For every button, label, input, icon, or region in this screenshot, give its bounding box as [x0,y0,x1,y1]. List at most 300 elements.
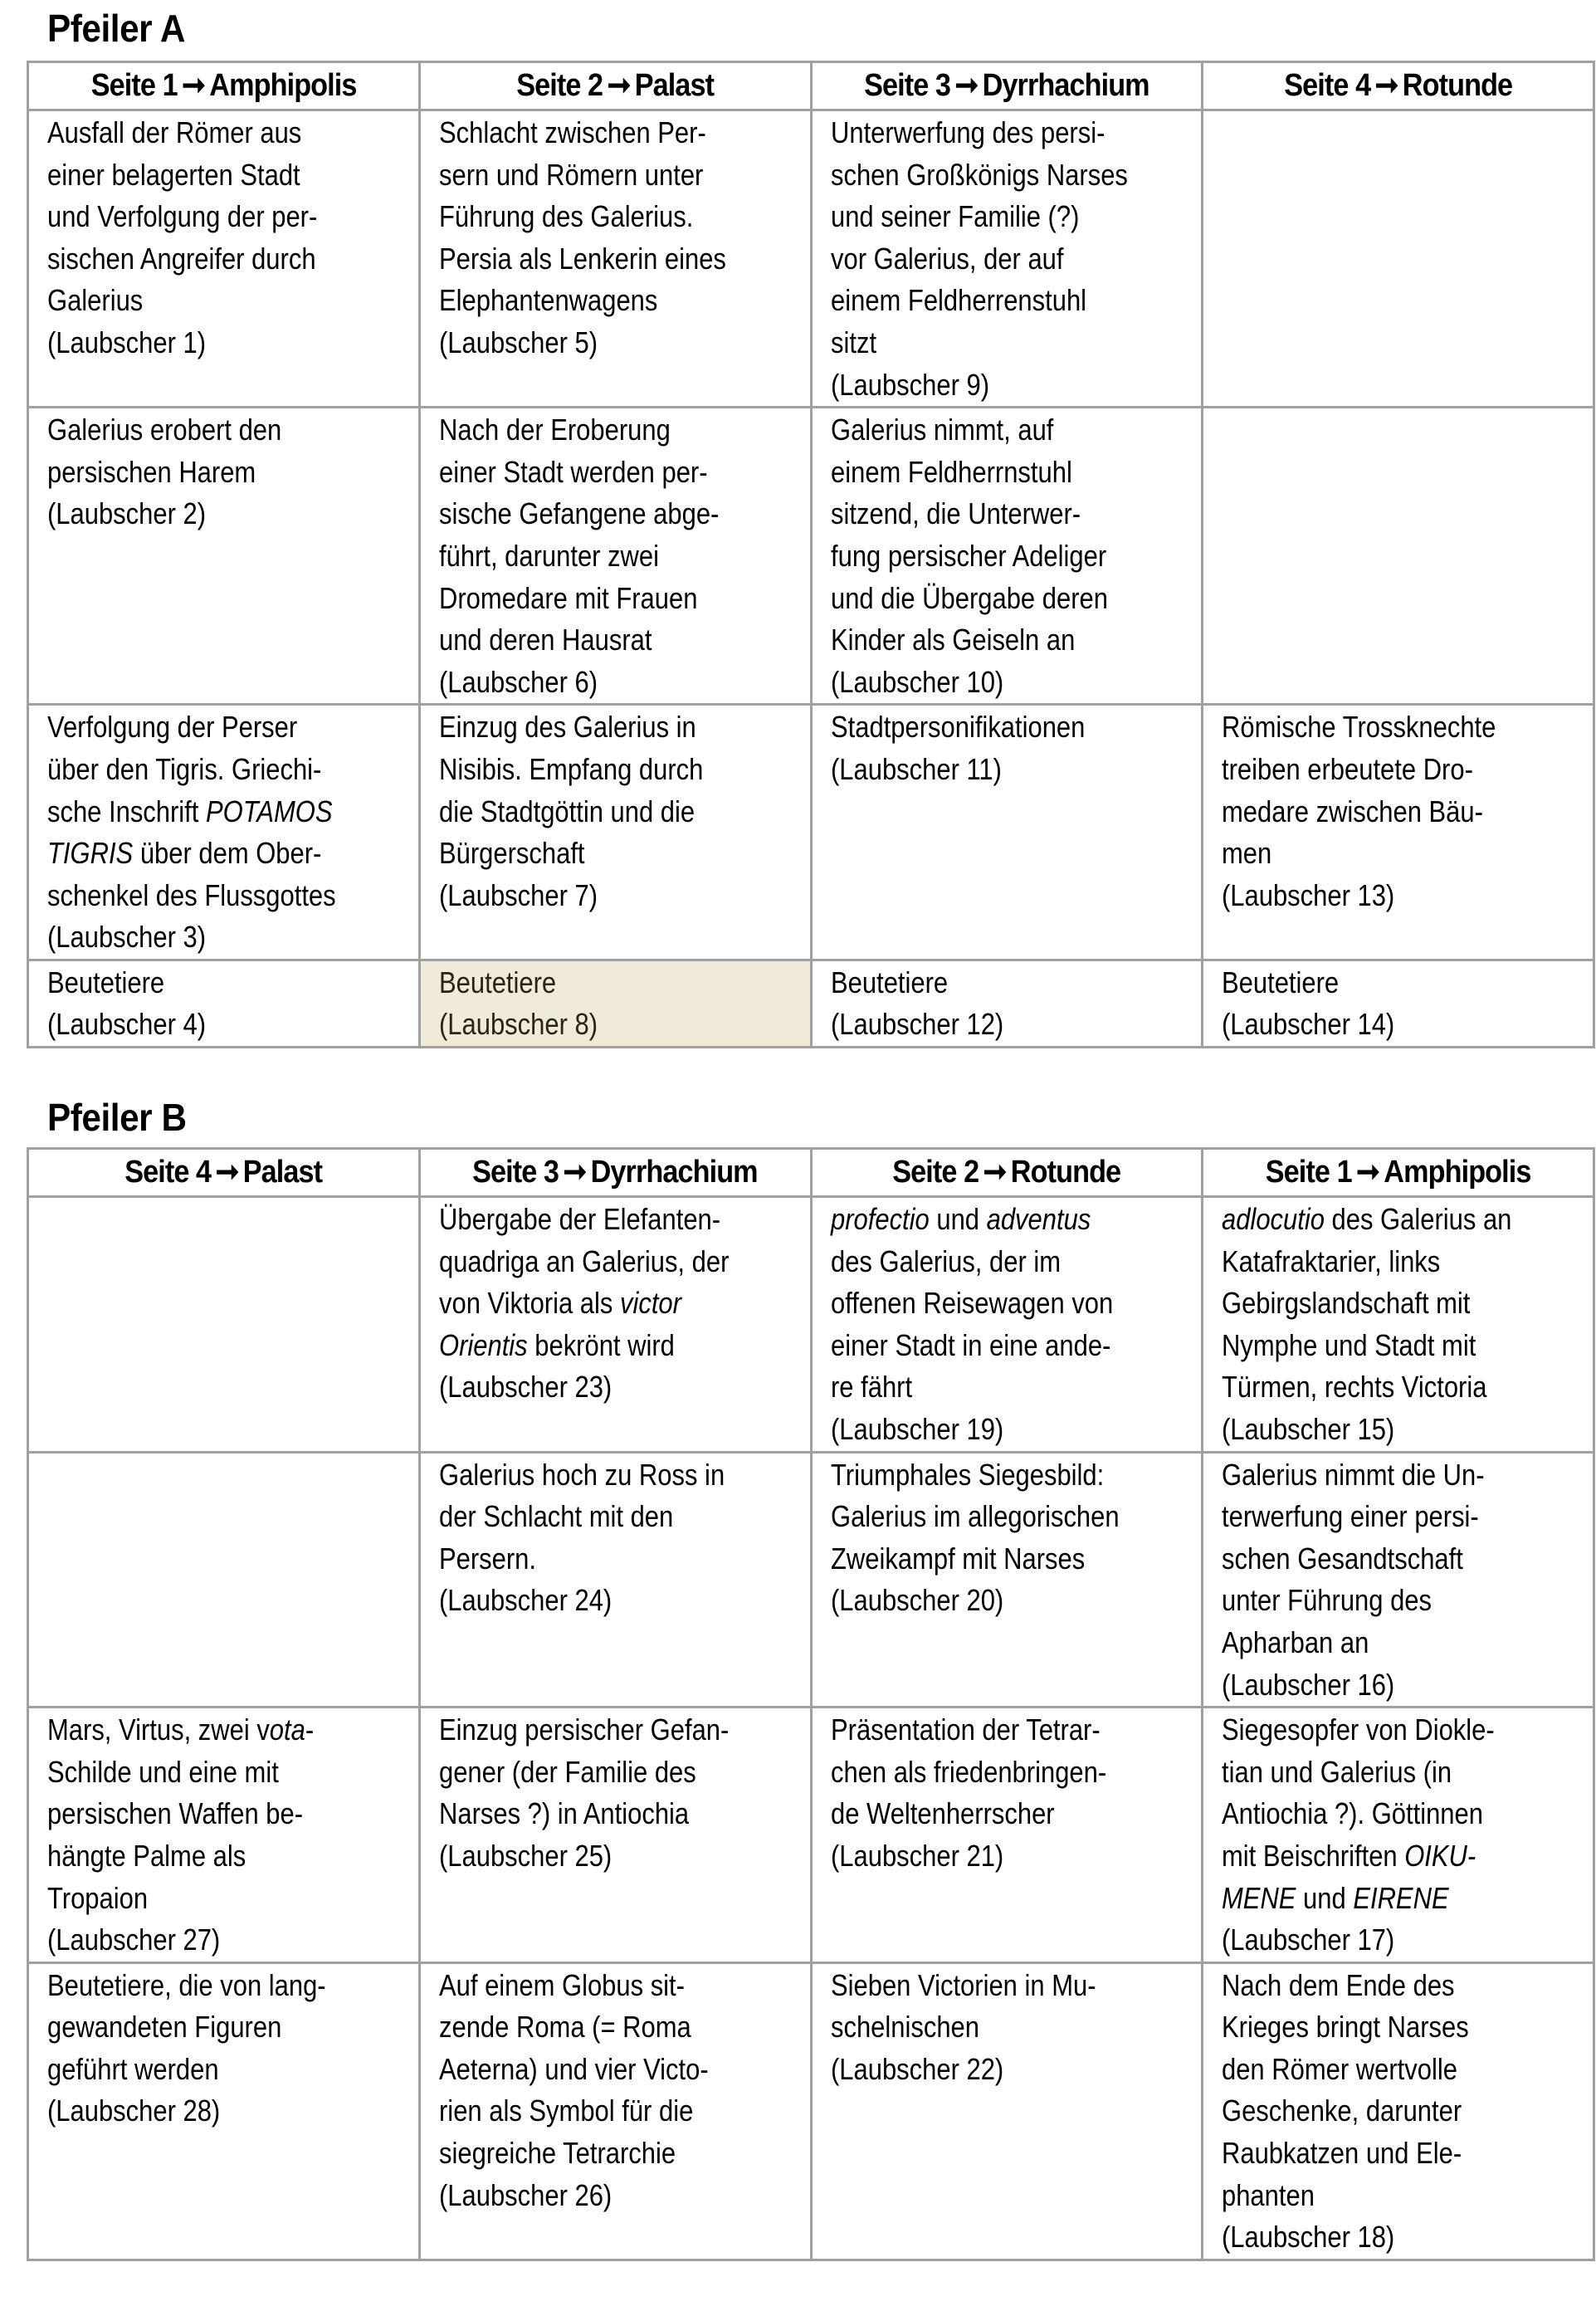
text-segment: (Laubscher 5) [438,325,598,359]
cell-line [1222,2216,1534,2259]
text-segment: Stadtpersonifikationen [830,710,1085,745]
italic-term: TIGRIS [47,836,134,871]
place-label: Amphipolis [209,68,357,103]
cell-line [831,1752,1143,1794]
text-segment: (Laubscher 23) [438,1370,612,1405]
relief-cell [419,408,811,705]
pillar-a-title: Pfeiler A [47,7,185,50]
cell-line [831,2006,1143,2049]
cell-line [1222,833,1534,875]
arrow-right-icon: ➞ [1356,1155,1379,1190]
empty-cell [1203,408,1594,705]
text-segment: Raubkatzen und Ele- [1222,2136,1462,2171]
text-segment: quadriga an Galerius, der [438,1243,730,1278]
column-header [811,1149,1203,1197]
cell-line [47,280,359,322]
text-segment: die Stadtgöttin und die [438,794,695,828]
text-segment: (Laubscher 10) [830,664,1003,699]
relief-cell [28,110,420,408]
text-segment: Gebirgslandschaft mit [1222,1286,1471,1321]
relief-cell [28,960,420,1047]
text-segment: Nach der Eroberung [438,413,671,447]
cell-line [831,1283,1143,1325]
cell-line [439,962,751,1004]
table-row [28,960,1594,1047]
cell-line [439,238,751,281]
relief-cell [419,110,811,408]
column-header-label [864,63,1149,109]
text-segment: unter Führung des [1222,1583,1432,1618]
cell-line [1222,1004,1534,1046]
text-segment: Beutetiere [1222,965,1340,999]
relief-cell [1203,960,1594,1047]
cell-line [1222,1878,1534,1920]
text-segment: und [1296,1880,1354,1915]
side-label: Seite 1 [90,68,178,103]
text-segment: der Schlacht mit den [438,1499,673,1534]
cell-line [1222,1199,1534,1241]
text-segment: Einzug persischer Gefan- [438,1712,730,1747]
cell-line [439,452,751,494]
text-segment: Zweikampf mit Narses [830,1541,1085,1576]
table-row [28,1962,1594,2260]
cell-line [1222,1241,1534,1283]
text-segment: und [929,1202,987,1236]
cell-line [47,833,359,875]
cell-line [831,1793,1143,1835]
arrow-right-icon: ➞ [983,1155,1007,1190]
text-segment: medare zwischen Bäu- [1222,794,1484,828]
italic-term: victor [619,1286,681,1321]
cell-line [1222,1409,1534,1451]
text-segment: des Galerius an [1325,1202,1512,1236]
cell-line [439,706,751,749]
italic-term: profectio [830,1202,930,1236]
text-segment: Geschenke, darunter [1222,2094,1462,2128]
cell-line [1222,1283,1534,1325]
cell-line [439,2090,751,2133]
text-segment: (Laubscher 9) [830,367,989,402]
text-segment: (Laubscher 27) [47,1923,221,1957]
cell-line [831,1496,1143,1538]
cell-line [831,1454,1143,1497]
text-segment: Auf einem Globus sit- [438,1967,685,2002]
text-segment: Bürgerschaft [438,836,585,871]
text-segment: (Laubscher 13) [1222,877,1395,912]
cell-line [47,112,359,154]
text-segment: Beutetiere [830,965,948,999]
cell-line [47,1919,359,1962]
pillar-b-table [27,1147,1595,2261]
relief-cell [28,408,420,705]
cell-line [439,619,751,662]
cell-line [1222,791,1534,833]
relief-cell [811,1452,1203,1708]
arrow-right-icon: ➞ [563,1155,587,1190]
relief-cell [28,1962,420,2260]
arrow-right-icon: ➞ [181,68,205,103]
text-segment: einem Feldherrenstuhl [830,283,1086,318]
text-segment: Galerius nimmt die Un- [1222,1457,1485,1492]
cell-line [831,1965,1143,2007]
text-segment: (Laubscher 19) [830,1411,1003,1446]
cell-line [831,706,1143,749]
cell-line [1222,962,1534,1004]
place-label: Amphipolis [1384,1155,1531,1190]
relief-cell [811,705,1203,960]
cell-line [1222,1664,1534,1707]
text-segment: (Laubscher 6) [438,664,598,699]
table-row [28,110,1594,408]
cell-line [439,280,751,322]
cell-line [439,791,751,833]
column-header-label [892,1150,1120,1195]
text-segment: Übergabe der Elefanten- [438,1202,720,1236]
cell-line [47,2049,359,2091]
text-segment: sische Gefangene abge- [438,496,720,531]
text-segment: Dromedare mit Frauen [438,580,698,615]
relief-cell [419,1197,811,1453]
text-segment: offenen Reisewagen von [830,1286,1113,1321]
text-segment: Galerius hoch zu Ross in [438,1457,725,1492]
cell-line [439,493,751,535]
text-segment: von Viktoria als [438,1286,620,1321]
cell-line [1222,1835,1534,1878]
text-segment: sischen Angreifer durch [47,241,316,276]
column-header [28,62,420,110]
cell-line [831,280,1143,322]
text-segment: den Römer wertvolle [1222,2051,1458,2086]
text-segment: Türmen, rechts Victoria [1222,1370,1487,1405]
cell-line [439,1580,751,1622]
text-segment: fung persischer Adeliger [830,538,1106,573]
cell-line [439,2133,751,2175]
text-segment: Beutetiere [47,965,165,999]
cell-line [831,1004,1143,1046]
text-segment: Persia als Lenkerin eines [438,241,726,276]
relief-cell [811,960,1203,1047]
cell-line [439,1366,751,1409]
cell-line [1222,1580,1534,1622]
cell-line [439,322,751,364]
text-segment: (Laubscher 8) [438,1007,598,1042]
relief-cell [419,705,811,960]
text-segment: men [1222,836,1272,871]
cell-line [439,1793,751,1835]
text-segment: gewandeten Figuren [47,2010,282,2045]
text-segment: Mars, Virtus, zwei v [47,1712,270,1747]
cell-line [1222,1538,1534,1581]
text-segment: Nisibis. Empfang durch [438,751,704,786]
relief-cell [811,110,1203,408]
text-segment: zende Roma (= Roma [438,2010,691,2045]
italic-term: Orientis [438,1327,528,1362]
text-segment: Beutetiere, die von lang- [47,1967,326,2002]
cell-line [1222,1325,1534,1367]
text-segment: (Laubscher 1) [47,325,207,359]
italic-term: ota [269,1712,305,1747]
text-segment: gener (der Familie des [438,1754,696,1789]
arrow-right-icon: ➞ [215,1155,239,1190]
text-segment: (Laubscher 14) [1222,1007,1395,1042]
text-segment: Triumphales Siegesbild: [830,1457,1104,1492]
cell-line [439,875,751,917]
text-segment: (Laubscher 22) [830,2051,1003,2086]
side-label: Seite 2 [516,68,603,103]
text-segment: chen als friedenbringen- [830,1754,1106,1789]
place-label: Rotunde [1402,68,1513,103]
pillar-b-title: Pfeiler B [47,1096,187,1139]
cell-line [47,1835,359,1878]
cell-line [47,2006,359,2049]
cell-line [439,662,751,704]
cell-line [439,1454,751,1497]
text-segment: Krieges bringt Narses [1222,2010,1469,2045]
cell-line [831,662,1143,704]
cell-line [831,493,1143,535]
column-header [811,62,1203,110]
cell-line [831,535,1143,578]
text-segment: Schlacht zwischen Per- [438,115,706,149]
cell-line [47,1004,359,1046]
cell-line [1222,2175,1534,2217]
text-segment: und seiner Familie (?) [830,199,1079,234]
cell-line [1222,749,1534,791]
text-segment: Einzug des Galerius in [438,710,696,745]
header-row [28,1149,1594,1197]
cell-line [1222,1752,1534,1794]
cell-line [439,1538,751,1581]
text-segment: hängte Palme als [47,1838,246,1873]
cell-line [831,196,1143,238]
text-segment: vor Galerius, der auf [830,241,1063,276]
empty-cell [1203,110,1594,408]
relief-cell [419,1708,811,1963]
text-segment: rien als Symbol für die [438,2094,694,2128]
cell-line [1222,1793,1534,1835]
column-header [1203,1149,1594,1197]
text-segment: treiben erbeutete Dro- [1222,751,1474,786]
text-segment: Galerius [47,283,144,318]
column-header [1203,62,1594,110]
cell-line [47,1965,359,2007]
cell-line [1222,2006,1534,2049]
cell-line [439,833,751,875]
arrow-right-icon: ➞ [1374,68,1398,103]
italic-term: OIKU- [1404,1838,1476,1873]
cell-line [831,409,1143,452]
relief-cell [1203,1197,1594,1453]
column-header-label [1266,1150,1531,1195]
place-label: Palast [634,68,715,103]
column-header-label [1284,63,1512,109]
text-segment: persischen Waffen be- [47,1796,304,1831]
text-segment: Sieben Victorien in Mu- [830,1967,1096,2002]
table-row [28,1452,1594,1708]
text-segment: Präsentation der Tetrar- [830,1712,1101,1747]
cell-line [831,749,1143,791]
cell-line [439,196,751,238]
cell-line [47,409,359,452]
text-segment: Beutetiere [438,965,556,999]
italic-term: adventus [986,1202,1091,1236]
text-segment: (Laubscher 3) [47,920,207,955]
relief-cell [1203,1708,1594,1963]
text-segment: (Laubscher 7) [438,877,598,912]
cell-line [831,112,1143,154]
cell-line [439,1709,751,1752]
text-segment: sche Inschrift [47,794,207,828]
text-segment: einem Feldherrnstuhl [830,454,1072,489]
cell-line [47,154,359,197]
text-segment: (Laubscher 17) [1222,1923,1395,1957]
cell-line [1222,1454,1534,1497]
cell-line [439,1752,751,1794]
text-segment: de Weltenherrscher [830,1796,1055,1831]
text-segment: Galerius erobert den [47,413,282,447]
cell-line [831,1199,1143,1241]
cell-line [439,2006,751,2049]
column-header-label [124,1150,322,1195]
text-segment: (Laubscher 28) [47,2094,221,2128]
cell-line [831,452,1143,494]
cell-line [831,1325,1143,1367]
table-row [28,1197,1594,1453]
cell-line [831,1241,1143,1283]
cell-line [1222,1366,1534,1409]
cell-line [47,452,359,494]
relief-cell [811,1708,1203,1963]
text-segment: phanten [1222,2177,1315,2212]
cell-line [831,364,1143,407]
cell-line [47,962,359,1004]
cell-line [1222,2090,1534,2133]
text-segment: Führung des Galerius. [438,199,694,234]
cell-line [439,1283,751,1325]
text-segment: (Laubscher 16) [1222,1667,1395,1702]
cell-line [439,1199,751,1241]
cell-line [47,875,359,917]
text-segment: Unterwerfung des persi- [830,115,1105,149]
text-segment: Siegesopfer von Diokle- [1222,1712,1495,1747]
cell-line [439,1965,751,2007]
text-segment: (Laubscher 12) [830,1007,1003,1042]
cell-line [831,1409,1143,1451]
text-segment: einer belagerten Stadt [47,157,300,192]
cell-line [831,1580,1143,1622]
table-row [28,705,1594,960]
pillar-a-table [27,61,1595,1048]
relief-cell [1203,705,1594,960]
text-segment: Persern. [438,1541,536,1576]
side-label: Seite 4 [124,1155,212,1190]
cell-line [47,916,359,959]
place-label: Palast [242,1155,323,1190]
text-segment: und deren Hausrat [438,623,652,657]
cell-line [47,1878,359,1920]
text-segment: Ausfall der Römer aus [47,115,302,149]
text-segment: Galerius nimmt, auf [830,413,1053,447]
cell-line [439,112,751,154]
text-segment: Nach dem Ende des [1222,1967,1455,2002]
table-row [28,408,1594,705]
cell-line [1222,1919,1534,1962]
column-header [419,1149,811,1197]
cell-line [831,578,1143,620]
cell-line [831,1366,1143,1409]
text-segment: Antiochia ?). Göttinnen [1222,1796,1484,1831]
cell-line [439,578,751,620]
relief-cell [28,705,420,960]
text-segment: Schilde und eine mit [47,1754,279,1789]
italic-term: MENE [1222,1880,1296,1915]
text-segment: geführt werden [47,2051,219,2086]
side-label: Seite 3 [472,1155,559,1190]
cell-line [439,749,751,791]
text-segment: einer Stadt werden per- [438,454,708,489]
cell-line [831,1538,1143,1581]
text-segment: des Galerius, der im [830,1243,1061,1278]
cell-line [439,2175,751,2217]
cell-line [47,1709,359,1752]
cell-line [1222,1496,1534,1538]
side-label: Seite 2 [892,1155,979,1190]
table-row [28,1708,1594,1963]
text-segment: sern und Römern unter [438,157,704,192]
text-segment: schelnischen [830,2010,979,2045]
arrow-right-icon: ➞ [607,68,631,103]
cell-line [47,749,359,791]
place-label: Dyrrhachium [590,1155,758,1190]
italic-term: EIRENE [1353,1880,1449,1915]
cell-line [47,791,359,833]
text-segment: (Laubscher 21) [830,1838,1003,1873]
cell-line [47,706,359,749]
cell-line [47,1752,359,1794]
cell-line [831,962,1143,1004]
cell-line [47,322,359,364]
cell-line [47,2090,359,2133]
text-segment: (Laubscher 25) [438,1838,612,1873]
cell-line [439,1496,751,1538]
place-label: Dyrrhachium [982,68,1149,103]
column-header-label [90,63,356,109]
column-header [419,62,811,110]
text-segment: Verfolgung der Perser [47,710,298,745]
relief-cell [811,408,1203,705]
empty-cell [28,1452,420,1708]
text-segment: schen Großkönigs Narses [830,157,1128,192]
text-segment: Elephantenwagens [438,283,658,318]
text-segment: Narses ?) in Antiochia [438,1796,689,1831]
cell-line [1222,1622,1534,1664]
place-label: Rotunde [1010,1155,1121,1190]
text-segment: und die Übergabe deren [830,580,1108,615]
cell-line [439,535,751,578]
text-segment: (Laubscher 24) [438,1583,612,1618]
cell-line [439,1325,751,1367]
cell-line [831,238,1143,281]
text-segment: sitzt [830,325,876,359]
text-segment: über den Tigris. Griechi- [47,751,322,786]
text-segment: Aeterna) und vier Victo- [438,2051,709,2086]
relief-cell [419,1962,811,2260]
text-segment: Nymphe und Stadt mit [1222,1327,1476,1362]
text-segment: re fährt [830,1370,912,1405]
cell-line [831,322,1143,364]
arrow-right-icon: ➞ [954,68,979,103]
text-segment: und Verfolgung der per- [47,199,318,234]
